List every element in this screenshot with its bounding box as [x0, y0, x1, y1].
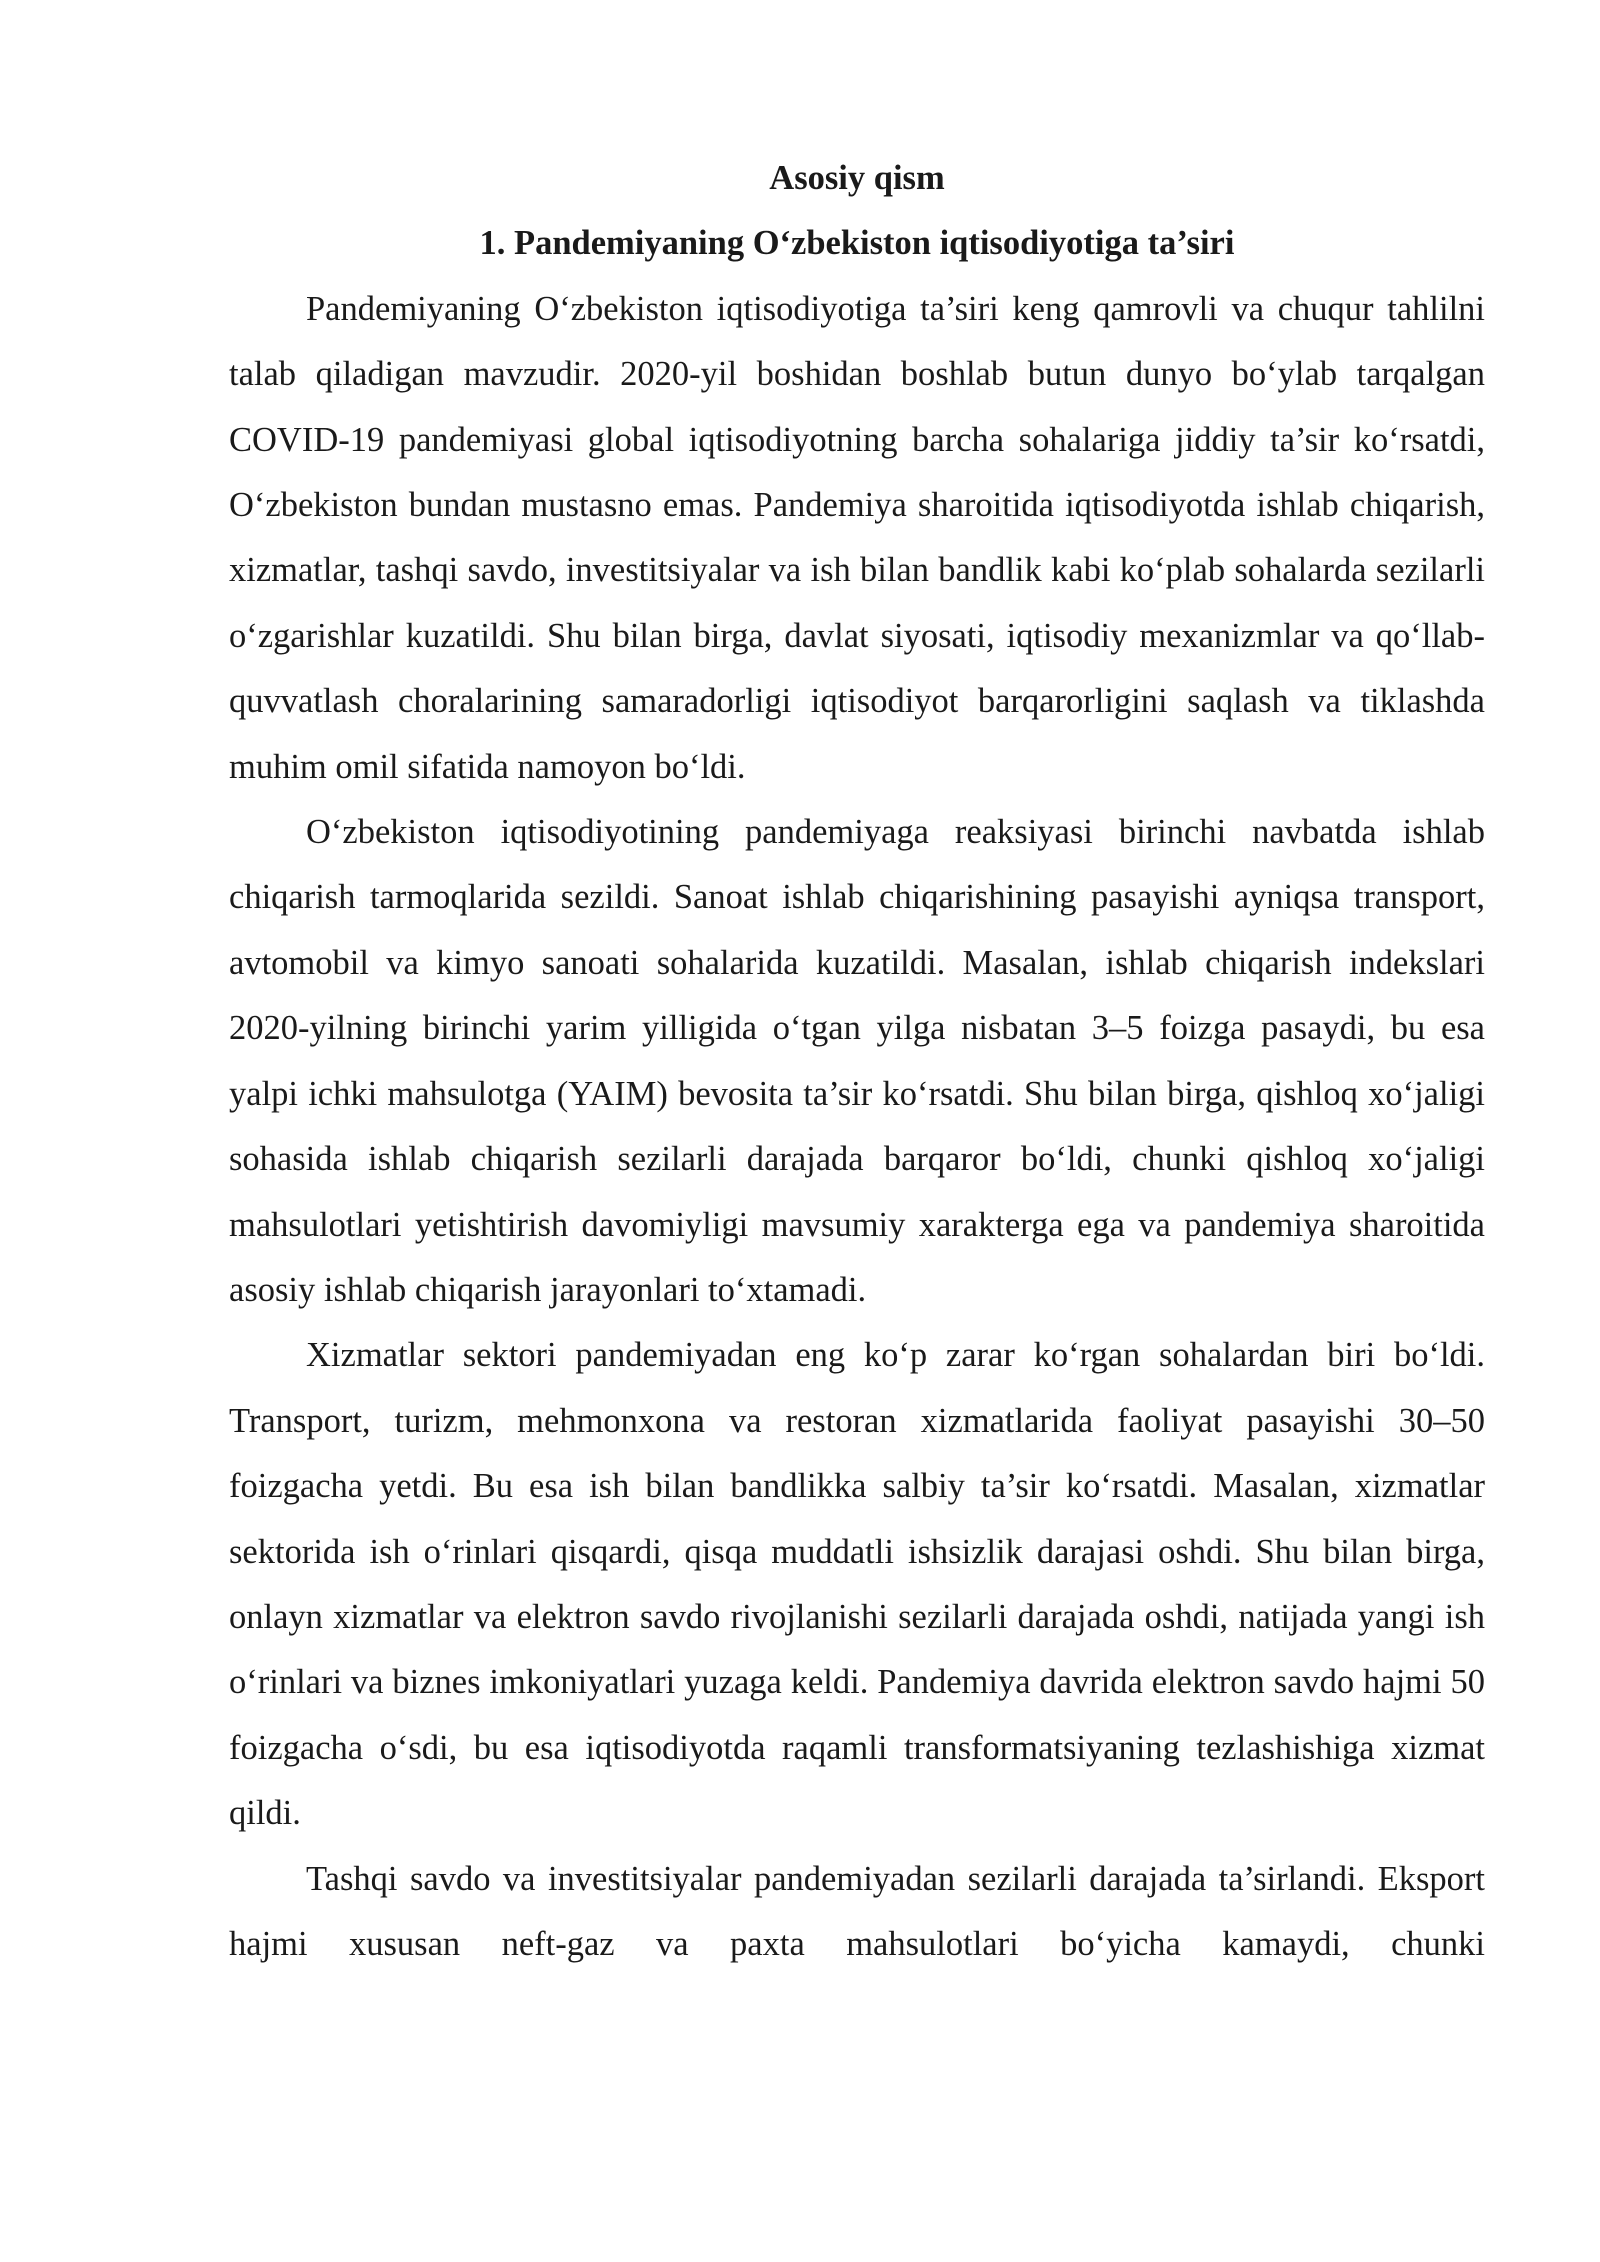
paragraph-1: Pandemiyaning O‘zbekiston iqtisodiyotiga ta’siri keng qamrovli va chuqur tahlilni talab qiladigan mavzudir. 2020-yil boshidan boshlab butun dunyo bo‘ylab tarqalgan COVID-19 pandemiyasi global iqtisodiyotning barcha sohalariga jiddiy ta’sir ko‘rsatdi, O‘zbekiston bundan mustasno emas. Pandemiya sharoitida iqtisodiyotda ishlab chiqarish, xizmatlar, tashqi savdo, investitsiyalar va ish bilan bandlik kabi ko‘plab sohalarda sezilarli o‘zgarishlar kuzatildi. Shu bilan birga, davlat siyosati, iqtisodiy mexanizmlar va qo‘llab-quvvatlash choralarining samaradorligi iqtisodiyot barqarorligini saqlash va tiklashda muhim omil sifatida namoyon bo‘ldi.	[229, 289, 1485, 786]
paragraph-4: Tashqi savdo va investitsiyalar pandemiyadan sezilarli darajada ta’sirlandi. Eksport hajmi xususan neft-gaz va paxta mahsulotlari bo‘yicha kamaydi, chunki	[229, 1859, 1485, 1963]
page-heading: Asosiy qism	[769, 159, 945, 197]
section-title: 1. Pandemiyaning O‘zbekiston iqtisodiyotiga ta’siri	[479, 224, 1235, 263]
paragraph-3: Xizmatlar sektori pandemiyadan eng ko‘p zarar ko‘rgan sohalardan biri bo‘ldi. Transport, turizm, mehmonxona va restoran xizmatlarida faoliyat pasayishi 30–50 foizgacha yetdi. Bu esa ish bilan bandlikka salbiy ta’sir ko‘rsatdi. Masalan, xizmatlar sektorida ish o‘rinlari qisqardi, qisqa muddatli ishsizlik darajasi oshdi. Shu bilan birga, onlayn xizmatlar va elektron savdo rivojlanishi sezilarli darajada oshdi, natijada yangi ish o‘rinlari va biznes imkoniyatlari yuzaga keldi. Pandemiya davrida elektron savdo hajmi 50 foizgacha o‘sdi, bu esa iqtisodiyotda raqamli transformatsiyaning tezlashishiga xizmat qildi.	[229, 1336, 1485, 1833]
paragraph-2: O‘zbekiston iqtisodiyotining pandemiyaga reaksiyasi birinchi navbatda ishlab chiqarish tarmoqlarida sezildi. Sanoat ishlab chiqarishining pasayishi ayniqsa transport, avtomobil va kimyo sanoati sohalarida kuzatildi. Masalan, ishlab chiqarish indekslari 2020-yilning birinchi yarim yilligida o‘tgan yilga nisbatan 3–5 foizga pasaydi, bu esa yalpi ichki mahsulotga (YAIM) bevosita ta’sir ko‘rsatdi. Shu bilan birga, qishloq xo‘jaligi sohasida ishlab chiqarish sezilarli darajada barqaror bo‘ldi, chunki qishloq xo‘jaligi mahsulotlari yetishtirish davomiyligi mavsumiy xarakterga ega va pandemiya sharoitida asosiy ishlab chiqarish jarayonlari to‘xtamadi.	[229, 813, 1485, 1309]
document-body	[229, 146, 1485, 1977]
